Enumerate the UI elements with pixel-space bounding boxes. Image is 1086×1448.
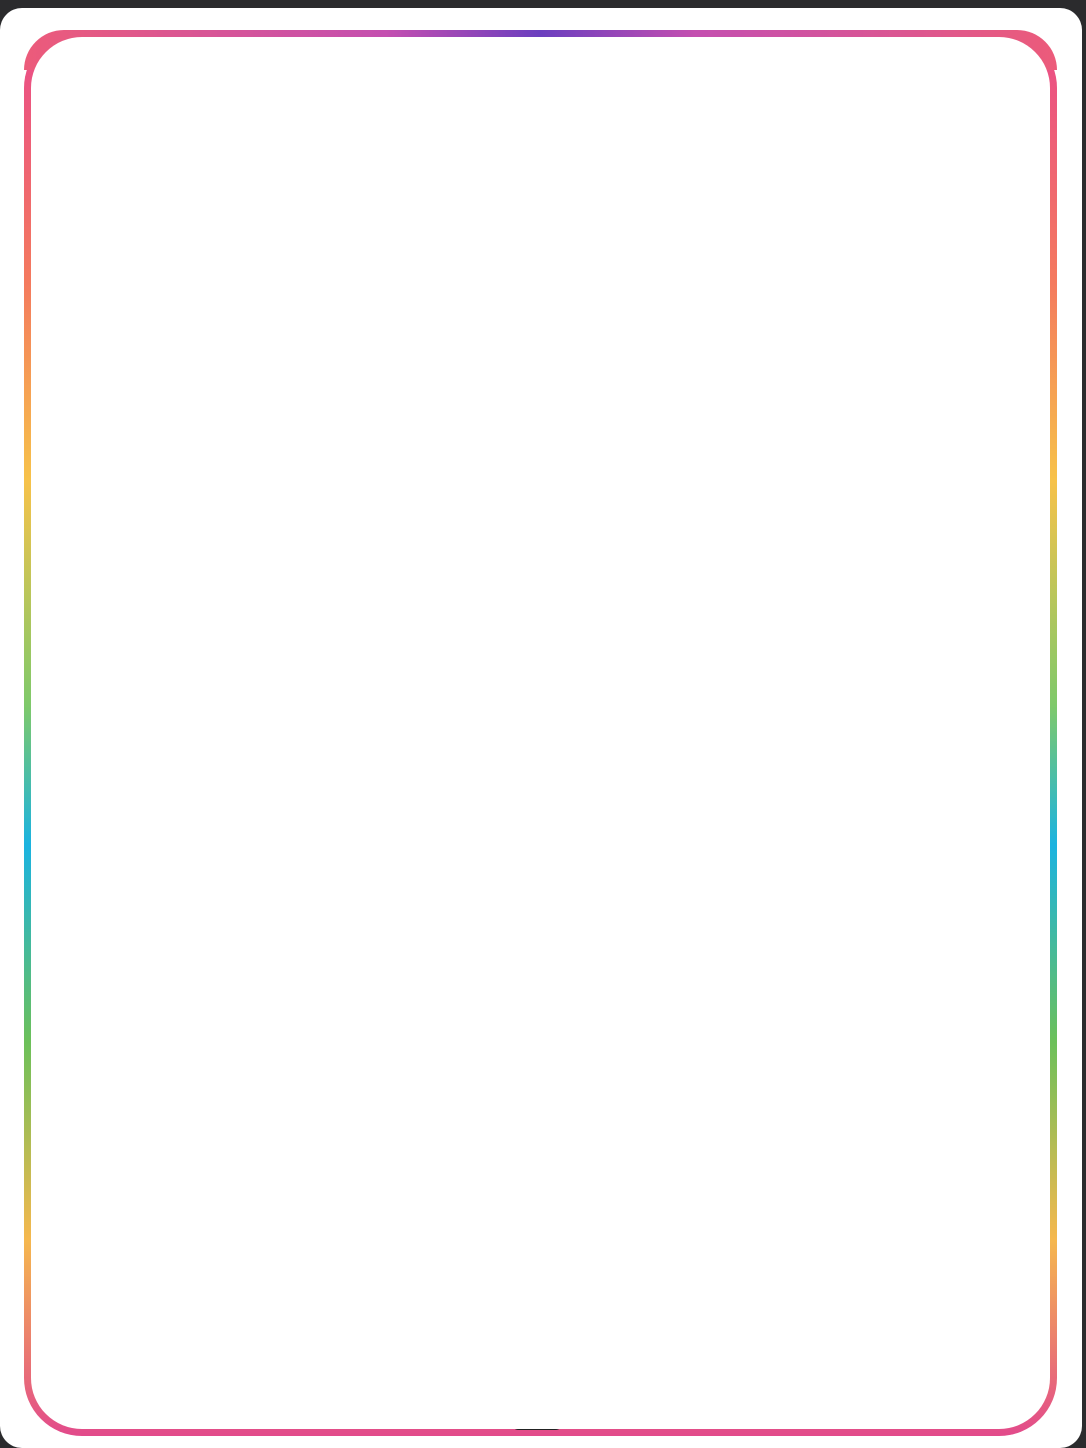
rainbow-frame [24,30,1057,1436]
